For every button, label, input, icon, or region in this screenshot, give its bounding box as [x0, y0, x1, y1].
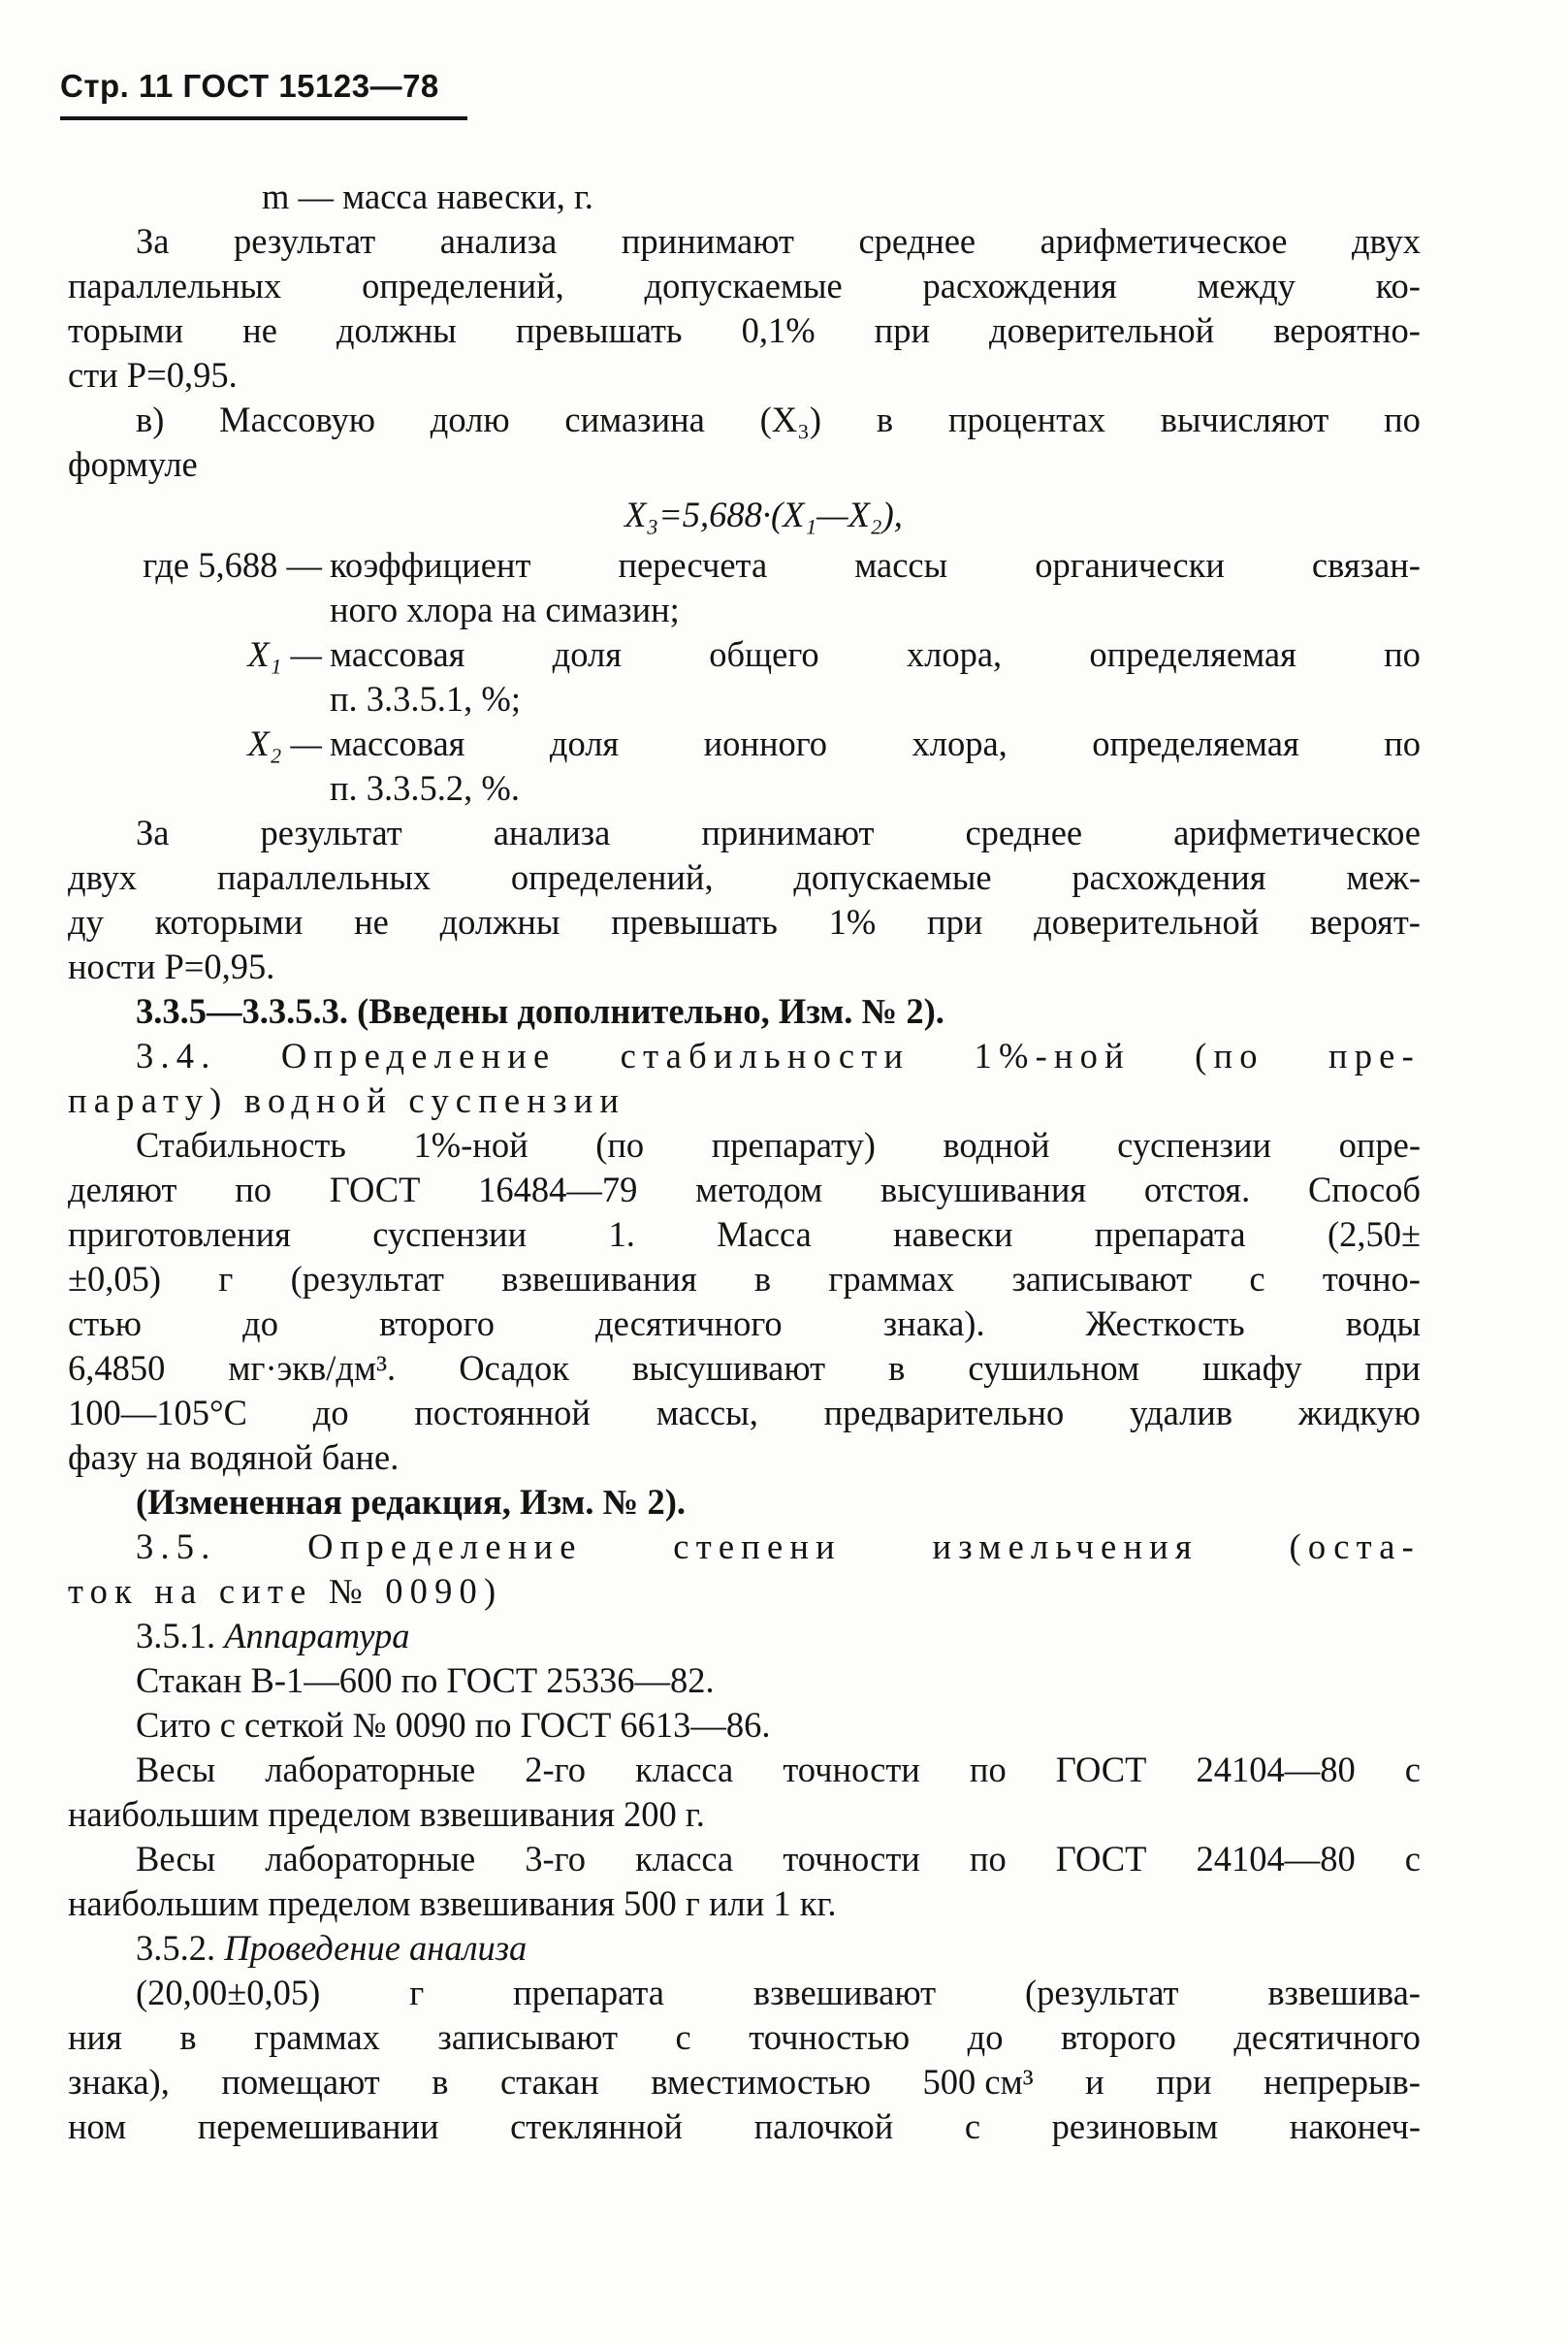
word: десятичного	[595, 1303, 783, 1343]
text-line	[68, 398, 1421, 442]
word: лабораторные	[265, 1839, 476, 1879]
word: Стабильность	[136, 1125, 346, 1165]
text-line: формуле	[68, 444, 198, 484]
word: суспензии	[1117, 1125, 1272, 1165]
word: доля	[549, 723, 620, 763]
word: (20,00±0,05)	[136, 1973, 321, 2012]
word: должны	[336, 310, 457, 350]
word: 6,4850	[68, 1348, 166, 1388]
text-line: наибольшим пределом взвешивания 200 г.	[68, 1794, 705, 1834]
section-heading	[68, 1525, 1421, 1569]
word: точно-	[1322, 1259, 1421, 1299]
word: арифметическое	[1040, 221, 1288, 261]
word: 24104—80	[1196, 1839, 1356, 1879]
word: помещают	[221, 2062, 380, 2102]
word: среднее	[965, 813, 1083, 852]
text-line	[68, 308, 1421, 353]
text-line: Стакан В-1—600 по ГОСТ 25336—82.	[136, 1660, 715, 1700]
word: принимают	[701, 813, 875, 852]
word: взвешива-	[1267, 1973, 1421, 2012]
word: массы,	[656, 1393, 758, 1432]
definition-text: ного хлора на симазин;	[330, 590, 680, 629]
word: в	[888, 1348, 906, 1388]
word: ГОСТ	[1055, 1750, 1147, 1789]
word: удалив	[1130, 1393, 1233, 1432]
word: до	[242, 1303, 278, 1343]
word: результат	[260, 813, 402, 852]
definition-row	[68, 722, 1421, 811]
word: должны	[439, 902, 560, 942]
text-line	[68, 2104, 1421, 2149]
text-line	[68, 1168, 1421, 1212]
word: 500 см³	[922, 2062, 1034, 2102]
word: перемешивании	[197, 2106, 439, 2146]
word: симазина	[564, 400, 705, 439]
section-heading: ток на сите № 0090)	[68, 1571, 503, 1611]
word: Массовую	[219, 400, 375, 439]
word: непрерыв-	[1264, 2062, 1421, 2102]
text-line	[68, 1837, 1421, 1881]
word: расхождения	[922, 266, 1117, 305]
word: (по	[1195, 1036, 1264, 1076]
word: (результат	[290, 1259, 445, 1299]
subsection-number: 3.5.1.	[136, 1616, 216, 1655]
word: до	[312, 1393, 349, 1432]
word: (по	[595, 1125, 645, 1165]
word: 16484—79	[478, 1170, 638, 1209]
text-line	[68, 1346, 1421, 1391]
word: пре-	[1328, 1036, 1421, 1076]
word: с	[1249, 1259, 1265, 1299]
definition-text: п. 3.3.5.1, %;	[330, 679, 521, 719]
text-line	[68, 900, 1421, 945]
word: 24104—80	[1196, 1750, 1356, 1789]
word: по	[1384, 400, 1421, 439]
word: знака),	[68, 2062, 170, 2102]
word: отстоя.	[1143, 1170, 1251, 1209]
definition-row	[68, 543, 1421, 632]
word: За	[136, 221, 170, 261]
word: палочкой	[753, 2106, 894, 2146]
word: высушивают	[632, 1348, 826, 1388]
text-line	[68, 2060, 1421, 2104]
word: 0,1%	[741, 310, 816, 350]
word: (2,50±	[1327, 1214, 1421, 1254]
page-header: Стр. 11 ГОСТ 15123—78	[60, 68, 439, 104]
word: граммах	[828, 1259, 955, 1299]
word: ±0,05)	[68, 1259, 162, 1299]
word: ко-	[1375, 266, 1421, 305]
word: превышать	[611, 902, 778, 942]
text-line	[68, 264, 1421, 308]
definition-term: X₁ —	[247, 634, 322, 674]
section-heading	[68, 1034, 1421, 1078]
word: по	[235, 1170, 272, 1209]
word: с	[1404, 1839, 1421, 1879]
word: с	[964, 2106, 981, 2146]
word: 1%-ной	[974, 1036, 1131, 1076]
word: (оста-	[1289, 1526, 1421, 1566]
word: вероят-	[1310, 902, 1421, 942]
word: до	[967, 2017, 1004, 2057]
word: измельчения	[932, 1526, 1199, 1566]
word: при	[1364, 1348, 1421, 1388]
word: меж-	[1346, 857, 1421, 897]
word: суспензии	[372, 1214, 528, 1254]
word: определений,	[362, 266, 564, 305]
word: 1.	[608, 1214, 635, 1254]
definition-text	[330, 722, 1421, 766]
text-line: m — масса навески, г.	[262, 177, 593, 216]
word: превышать	[515, 310, 683, 350]
word: которыми	[154, 902, 304, 942]
word: среднее	[858, 221, 976, 261]
word: (результат	[1024, 1973, 1179, 2012]
word: 1%	[828, 902, 877, 942]
text-line	[68, 811, 1421, 855]
word: вычисляют	[1160, 400, 1329, 439]
word: ду	[68, 902, 104, 942]
word: сушильном	[968, 1348, 1140, 1388]
text-line: наибольшим пределом взвешивания 500 г или 1 кг.	[68, 1883, 837, 1923]
word: и	[1085, 2062, 1104, 2102]
word: точности	[783, 1839, 920, 1879]
word: воды	[1345, 1303, 1421, 1343]
word: степени	[673, 1526, 842, 1566]
word: 3.5.	[136, 1526, 217, 1566]
word: Жесткость	[1085, 1303, 1245, 1343]
subsection-title: Проведение анализа	[224, 1928, 528, 1968]
text-line: фазу на водяной бане.	[68, 1437, 400, 1477]
word: деляют	[68, 1170, 177, 1209]
word: (X₃)	[759, 400, 822, 439]
word: Осадок	[459, 1348, 569, 1388]
word: класса	[635, 1839, 734, 1879]
word: высушивания	[880, 1170, 1087, 1209]
word: водной	[943, 1125, 1050, 1165]
word: допускаемые	[644, 266, 843, 305]
word: 3.4.	[136, 1036, 217, 1076]
word: доля	[552, 634, 622, 674]
word: г	[409, 1973, 425, 2012]
word: анализа	[439, 221, 558, 261]
word: доверительной	[989, 310, 1215, 350]
word: жидкую	[1297, 1393, 1421, 1432]
word: класса	[635, 1750, 734, 1789]
amendment-note: (Измененная редакция, Изм. № 2).	[136, 1482, 686, 1522]
word: ном	[68, 2106, 127, 2146]
word: 2-го	[525, 1750, 586, 1789]
word: массовая	[330, 634, 465, 674]
word: резиновым	[1051, 2106, 1219, 2146]
word: результат	[233, 221, 376, 261]
word: приготовления	[68, 1214, 291, 1254]
word: с	[1404, 1750, 1421, 1789]
word: массы	[854, 545, 948, 585]
word: наконеч-	[1289, 2106, 1421, 2146]
text-line	[68, 1391, 1421, 1435]
word: знака).	[882, 1303, 985, 1343]
word: анализа	[493, 813, 611, 852]
text-line: Сито с сеткой № 0090 по ГОСТ 6613—86.	[136, 1705, 771, 1745]
word: препарата	[1094, 1214, 1246, 1254]
word: стакан	[500, 2062, 599, 2102]
text-line	[68, 1301, 1421, 1346]
word: расхождения	[1072, 857, 1266, 897]
word: принимают	[621, 221, 794, 261]
word: по	[1384, 723, 1421, 763]
text-line	[68, 1971, 1421, 2015]
word: коэффициент	[330, 545, 531, 585]
subsection-heading	[68, 1614, 1421, 1658]
word: в)	[136, 400, 165, 439]
word: стью	[68, 1303, 143, 1343]
word: по	[969, 1750, 1007, 1789]
word: стеклянной	[510, 2106, 684, 2146]
word: ГОСТ	[1055, 1839, 1147, 1879]
word: хлора,	[906, 634, 1003, 674]
word: процентах	[947, 400, 1105, 439]
word: определяемая	[1089, 634, 1296, 674]
word: записывают	[1011, 1259, 1193, 1299]
word: шкафу	[1202, 1348, 1302, 1388]
word: граммах	[254, 2017, 380, 2057]
word: при	[874, 310, 930, 350]
word: методом	[695, 1170, 823, 1209]
word: г	[218, 1259, 234, 1299]
word: двух	[68, 857, 138, 897]
word: препарату)	[711, 1125, 876, 1165]
section-heading: парату) водной суспензии	[68, 1080, 626, 1120]
word: при	[927, 902, 983, 942]
word: между	[1197, 266, 1296, 305]
word: ионного	[703, 723, 828, 763]
text-line	[68, 1257, 1421, 1301]
word: хлора,	[912, 723, 1008, 763]
subsection-title: Аппаратура	[224, 1616, 410, 1655]
word: мг·экв/дм³.	[228, 1348, 397, 1388]
word: в	[179, 2017, 197, 2057]
text-line	[68, 1748, 1421, 1792]
word: взвешивают	[752, 1973, 937, 2012]
amendment-note: 3.3.5—3.3.5.3. (Введены дополнительно, Изм. № 2).	[136, 991, 944, 1031]
word: навески	[893, 1214, 1013, 1254]
word: с	[675, 2017, 691, 2057]
definition-row	[68, 632, 1421, 722]
word: опре-	[1338, 1125, 1421, 1165]
definition-text: п. 3.3.5.2, %.	[330, 768, 520, 808]
text-line	[68, 1123, 1421, 1168]
definition-term: где 5,688 —	[143, 545, 322, 585]
text-line	[68, 1212, 1421, 1257]
word: в	[432, 2062, 449, 2102]
word: стабильности	[620, 1036, 911, 1076]
word: Весы	[136, 1750, 216, 1789]
word: определений,	[510, 857, 714, 897]
word: по	[1384, 634, 1421, 674]
text-line	[68, 855, 1421, 900]
word: Способ	[1307, 1170, 1421, 1209]
word: препарата	[513, 1973, 664, 2012]
word: доверительной	[1034, 902, 1260, 942]
word: 1%-ной	[413, 1125, 528, 1165]
word: ния	[68, 2017, 122, 2057]
word: Масса	[717, 1214, 812, 1254]
word: общего	[709, 634, 819, 674]
formula: X₃=5,688·(X₁—X₂),	[624, 495, 903, 534]
word: органически	[1035, 545, 1225, 585]
word: точности	[783, 1750, 920, 1789]
word: ГОСТ	[329, 1170, 421, 1209]
word: Определение	[307, 1526, 583, 1566]
word: взвешивания	[501, 1259, 697, 1299]
subsection-number: 3.5.2.	[136, 1928, 216, 1968]
word: при	[1156, 2062, 1212, 2102]
word: записывают	[437, 2017, 619, 2057]
text-line: сти P=0,95.	[68, 355, 238, 395]
word: не	[354, 902, 389, 942]
text-line: ности P=0,95.	[68, 947, 275, 986]
definition-text	[330, 632, 1421, 677]
definition-text	[330, 543, 1421, 588]
text-line	[68, 2015, 1421, 2060]
header-rule	[60, 116, 467, 120]
word: вероятно-	[1273, 310, 1421, 350]
word: лабораторные	[265, 1750, 476, 1789]
word: долю	[430, 400, 510, 439]
word: Определение	[280, 1036, 557, 1076]
word: предварительно	[823, 1393, 1065, 1432]
word: параллельных	[216, 857, 432, 897]
word: десятичного	[1233, 2017, 1421, 2057]
word: постоянной	[414, 1393, 591, 1432]
word: определяемая	[1092, 723, 1299, 763]
word: Весы	[136, 1839, 216, 1879]
word: связан-	[1311, 545, 1421, 585]
word: в	[753, 1259, 772, 1299]
word: параллельных	[68, 266, 282, 305]
word: 100—105°C	[68, 1393, 247, 1432]
word: арифметическое	[1173, 813, 1421, 852]
word: в	[876, 400, 894, 439]
word: не	[242, 310, 277, 350]
word: массовая	[330, 723, 465, 763]
word: 3-го	[525, 1839, 586, 1879]
word: двух	[1351, 221, 1421, 261]
text-line	[68, 219, 1421, 264]
document-body	[68, 175, 1421, 2149]
word: пересчета	[618, 545, 768, 585]
word: торыми	[68, 310, 184, 350]
subsection-heading	[68, 1926, 1421, 1971]
word: второго	[379, 1303, 495, 1343]
word: по	[969, 1839, 1007, 1879]
word: вместимостью	[651, 2062, 872, 2102]
word: За	[136, 813, 170, 852]
definition-term: X₂ —	[247, 723, 322, 763]
word: допускаемые	[793, 857, 992, 897]
word: точностью	[749, 2017, 911, 2057]
word: второго	[1060, 2017, 1176, 2057]
